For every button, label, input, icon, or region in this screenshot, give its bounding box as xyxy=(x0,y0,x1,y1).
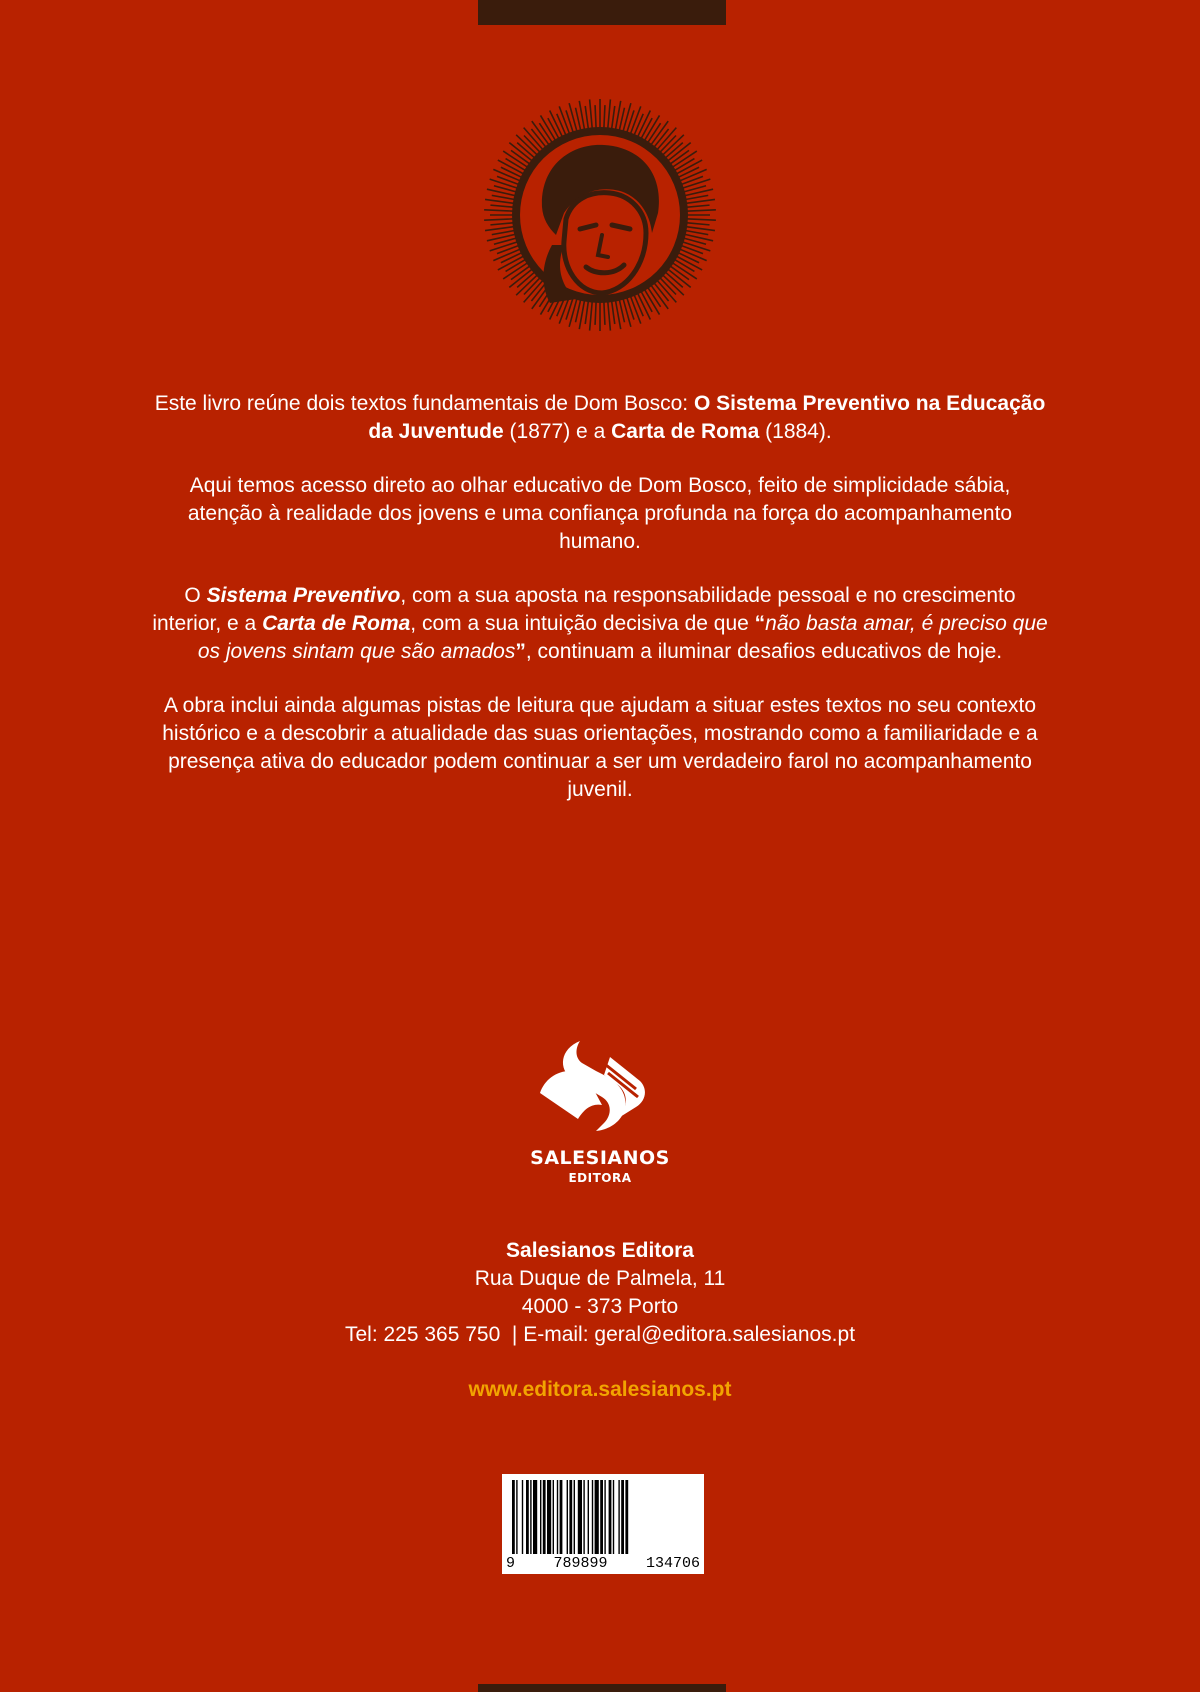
barcode-digits xyxy=(502,1555,704,1572)
salesianos-s-book-icon xyxy=(520,1035,680,1145)
blurb-bold-title: Carta de Roma xyxy=(611,420,760,443)
publisher-contact: Tel: 225 365 750 | E-mail: geral@editora.salesianos.pt xyxy=(344,1323,856,1346)
blurb-paragraph-2: Aqui temos acesso direto ao olhar educativo de Dom Bosco, feito de simplicidade sábia, atenção à realidade dos jovens e uma confiança profunda na força do acompanhamento humano. xyxy=(187,474,1013,553)
publisher-street: Rua Duque de Palmela, 11 xyxy=(474,1267,726,1290)
salesianos-editora-logo xyxy=(520,1035,680,1195)
quote-close: ” xyxy=(515,640,526,663)
isbn-barcode xyxy=(502,1474,704,1574)
logo-subtitle: EDITORA xyxy=(568,1171,632,1185)
blurb-bold-italic: Sistema Preventivo xyxy=(206,584,401,607)
blurb-text: , com a sua intuição decisiva de que xyxy=(410,612,755,635)
blurb-paragraph-4: A obra inclui ainda algumas pistas de leitura que ajudam a situar estes textos no seu contexto histórico e a descobrir a atualidade das suas orientações, mostrando como a familiaridade e a presença ativa do educador podem continuar a ser um verdadeiro farol no acompanhamento juvenil. xyxy=(162,694,1038,801)
blurb-text: , com a sua aposta na responsabilidade pessoal e no crescimento interior, e a xyxy=(152,584,1016,635)
back-cover-blurb xyxy=(150,390,1050,830)
blurb-bold-title: O Sistema Preventivo na Educação da Juventude xyxy=(368,392,1046,443)
blurb-text: , continuam a iluminar desafios educativos de hoje. xyxy=(525,640,1003,663)
blurb-paragraph-3 xyxy=(150,582,1050,666)
quote-open: “ xyxy=(754,612,766,635)
blurb-text: (1884). xyxy=(759,420,832,443)
barcode-digit-group: 134706 xyxy=(645,1555,700,1572)
barcode-digit-group: 789899 xyxy=(553,1555,608,1572)
spine-tab-top xyxy=(478,0,726,25)
medallion-graphic xyxy=(480,95,720,335)
logo-wordmark: SALESIANOS xyxy=(530,1147,670,1169)
blurb-bold-italic: Carta de Roma xyxy=(262,612,411,635)
publisher-address xyxy=(200,1237,1000,1349)
blurb-paragraph-1 xyxy=(150,390,1050,446)
dom-bosco-portrait-icon xyxy=(480,95,720,335)
publisher-name: Salesianos Editora xyxy=(506,1239,694,1262)
spine-tab-bottom xyxy=(478,1684,726,1692)
barcode-digit-group: 9 xyxy=(506,1555,516,1572)
blurb-text: O xyxy=(184,584,207,607)
barcode-bars xyxy=(502,1474,704,1558)
publisher-website-link[interactable]: www.editora.salesianos.pt xyxy=(468,1378,732,1401)
blurb-text: Este livro reúne dois textos fundamentais de Dom Bosco: xyxy=(154,392,694,415)
publisher-postal: 4000 - 373 Porto xyxy=(521,1295,679,1318)
blurb-quote: não basta amar, é preciso que os jovens sintam que são amados xyxy=(197,612,1048,663)
blurb-text: (1877) e a xyxy=(503,420,612,443)
